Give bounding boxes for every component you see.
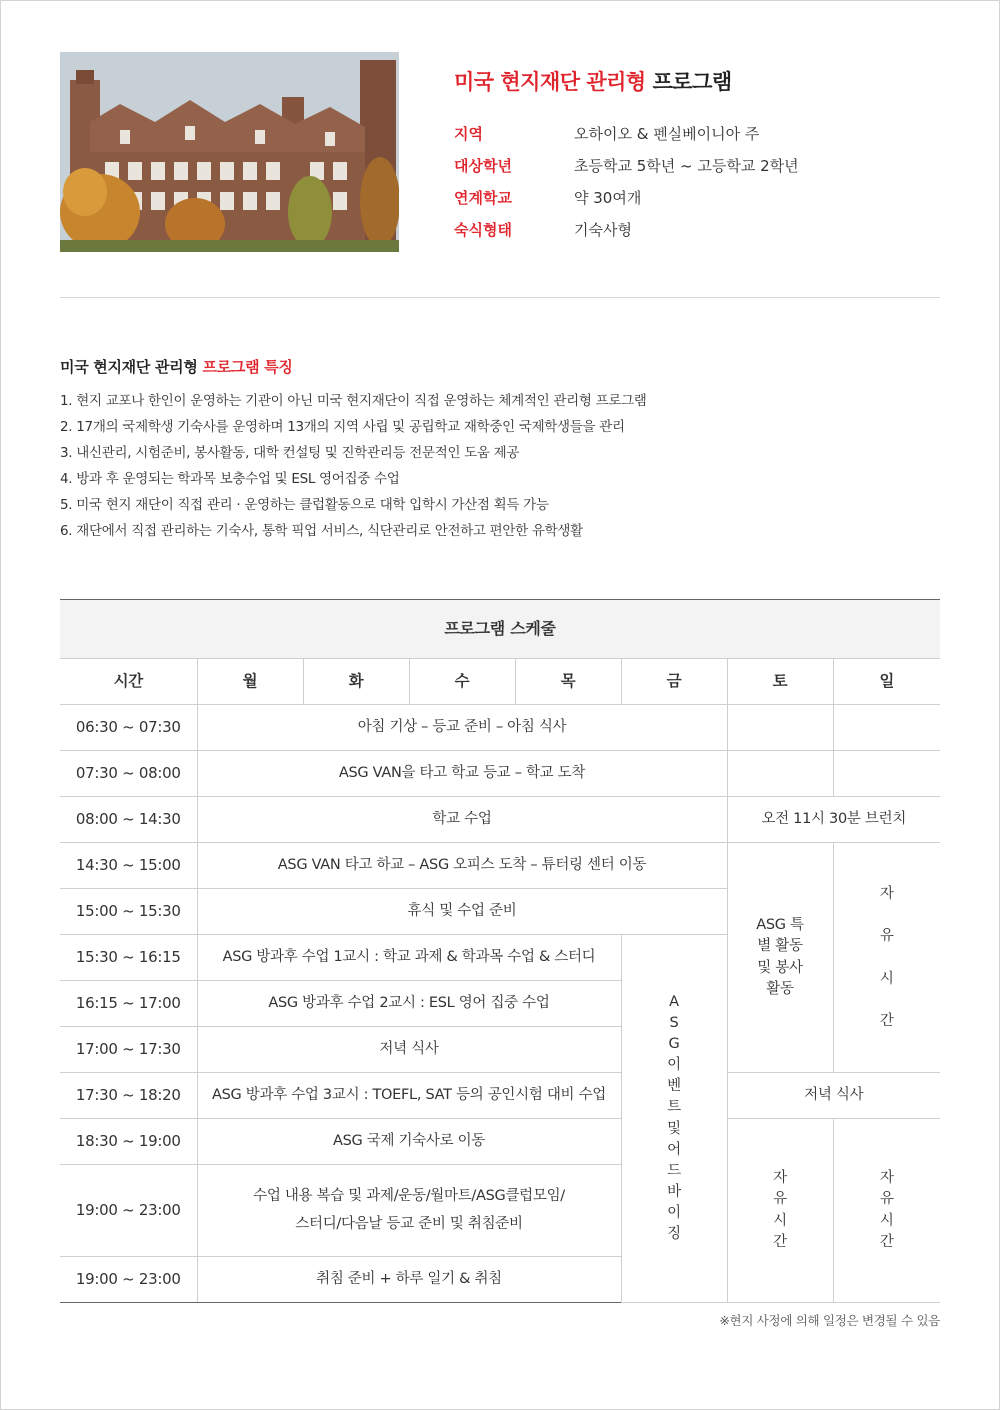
table-row xyxy=(60,843,940,889)
program-title xyxy=(454,66,732,96)
empty-cell xyxy=(833,751,940,797)
features-list xyxy=(60,388,647,544)
activity-cell: 학교 수업 xyxy=(197,797,727,843)
time-cell: 15:30 ~ 16:15 xyxy=(60,935,197,981)
feature-item: 4. 방과 후 운영되는 학과목 보충수업 및 ESL 영어집중 수업 xyxy=(60,471,400,487)
info-key: 지역 xyxy=(454,125,483,143)
time-cell: 17:00 ~ 17:30 xyxy=(60,1027,197,1073)
time-cell: 07:30 ~ 08:00 xyxy=(60,751,197,797)
asg-event-text: ASG이벤트 및 어드바이징 xyxy=(667,994,681,1242)
info-value: 기숙사형 xyxy=(574,221,632,239)
info-value: 약 30여개 xyxy=(574,189,642,207)
time-cell: 16:15 ~ 17:00 xyxy=(60,981,197,1027)
time-cell: 15:00 ~ 15:30 xyxy=(60,889,197,935)
info-row-region xyxy=(454,118,934,150)
empty-cell xyxy=(833,705,940,751)
review-line-1: 수업 내용 복습 및 과제/운동/월마트/ASG클럽모임/ xyxy=(253,1187,565,1204)
activity-cell xyxy=(727,843,833,1073)
schedule-note: ※현지 사정에 의해 일정은 변경될 수 있음 xyxy=(719,1313,940,1328)
feature-item: 5. 미국 현지 재단이 직접 관리 · 운영하는 클럽활동으로 대학 입학시 가산점 획득 가능 xyxy=(60,497,549,513)
header-thu: 목 xyxy=(515,659,621,705)
program-info xyxy=(454,118,934,246)
info-row-grade xyxy=(454,150,934,182)
activity-cell xyxy=(833,843,940,1073)
section-divider xyxy=(60,297,940,298)
activity-cell: ASG VAN 타고 하교 – ASG 오피스 도착 – 튜터링 센터 이동 xyxy=(197,843,727,889)
sunday-free-text: 자유시간 xyxy=(879,886,894,1029)
info-row-housing xyxy=(454,214,934,246)
feature-item: 2. 17개의 국제학생 기숙사를 운영하며 13개의 지역 사립 및 공립학교 재학중인 국제학생들을 관리 xyxy=(60,419,625,435)
table-row xyxy=(60,705,940,751)
review-line-2: 스터디/다음날 등교 준비 및 취침준비 xyxy=(295,1215,523,1232)
saturday-free-text: 자유시간 xyxy=(773,1170,787,1250)
feature-item: 6. 재단에서 직접 관리하는 기숙사, 통학 픽업 서비스, 식단관리로 안전하고 편안한 유학생활 xyxy=(60,523,583,539)
schedule-title-row xyxy=(60,600,940,659)
activity-cell: 아침 기상 – 등교 준비 – 아침 식사 xyxy=(197,705,727,751)
program-title-red: 미국 현지재단 관리형 xyxy=(454,70,646,94)
header-mon: 월 xyxy=(197,659,303,705)
activity-cell: 저녁 식사 xyxy=(197,1027,621,1073)
header-sat: 토 xyxy=(727,659,833,705)
program-title-black: 프로그램 xyxy=(652,70,732,94)
header-tue: 화 xyxy=(303,659,409,705)
schedule-header-row xyxy=(60,659,940,705)
feature-item: 3. 내신관리, 시험준비, 봉사활동, 대학 컨설팅 및 진학관리등 전문적인 도움 제공 xyxy=(60,445,520,461)
schedule-table xyxy=(60,599,940,1303)
table-row xyxy=(60,751,940,797)
activity-cell xyxy=(727,1119,833,1303)
time-cell: 14:30 ~ 15:00 xyxy=(60,843,197,889)
activity-cell: 저녁 식사 xyxy=(727,1073,940,1119)
header-time: 시간 xyxy=(60,659,197,705)
info-value: 오하이오 & 펜실베이니아 주 xyxy=(574,125,760,143)
activity-cell: ASG VAN을 타고 학교 등교 – 학교 도착 xyxy=(197,751,727,797)
sunday-evening-free-text: 자유시간 xyxy=(879,1170,894,1250)
header-fri: 금 xyxy=(621,659,727,705)
time-cell: 08:00 ~ 14:30 xyxy=(60,797,197,843)
info-value: 초등학교 5학년 ~ 고등학교 2학년 xyxy=(574,157,799,175)
features-title xyxy=(60,356,293,377)
time-cell: 18:30 ~ 19:00 xyxy=(60,1119,197,1165)
activity-cell: 휴식 및 수업 준비 xyxy=(197,889,727,935)
empty-cell xyxy=(727,751,833,797)
empty-cell xyxy=(727,705,833,751)
table-row xyxy=(60,1119,940,1165)
header-wed: 수 xyxy=(409,659,515,705)
info-key: 숙식형태 xyxy=(454,221,512,239)
features-title-black: 미국 현지재단 관리형 xyxy=(60,358,198,376)
activity-cell: ASG 국제 기숙사로 이동 xyxy=(197,1119,621,1165)
feature-item: 1. 현지 교포나 한인이 운영하는 기관이 아닌 미국 현지재단이 직접 운영하는 체계적인 관리형 프로그램 xyxy=(60,393,647,409)
weekend-activity-text: ASG 특별 활동 및 봉사 활동 xyxy=(756,917,804,997)
time-cell: 19:00 ~ 23:00 xyxy=(60,1257,197,1303)
time-cell: 19:00 ~ 23:00 xyxy=(60,1165,197,1257)
campus-photo xyxy=(60,52,399,252)
activity-cell xyxy=(621,935,727,1303)
activity-cell: ASG 방과후 수업 3교시 : TOEFL, SAT 등의 공인시험 대비 수업 xyxy=(197,1073,621,1119)
info-row-schools xyxy=(454,182,934,214)
info-key: 대상학년 xyxy=(454,157,512,175)
features-title-red: 프로그램 특징 xyxy=(202,358,293,376)
activity-cell: 취침 준비 + 하루 일기 & 취침 xyxy=(197,1257,621,1303)
activity-cell xyxy=(197,1165,621,1257)
table-row xyxy=(60,1073,940,1119)
activity-cell: ASG 방과후 수업 2교시 : ESL 영어 집중 수업 xyxy=(197,981,621,1027)
time-cell: 17:30 ~ 18:20 xyxy=(60,1073,197,1119)
activity-cell: ASG 방과후 수업 1교시 : 학교 과제 & 학과목 수업 & 스터디 xyxy=(197,935,621,981)
time-cell: 06:30 ~ 07:30 xyxy=(60,705,197,751)
table-row xyxy=(60,797,940,843)
info-key: 연계학교 xyxy=(454,189,512,207)
header-sun: 일 xyxy=(833,659,940,705)
activity-cell: 오전 11시 30분 브런치 xyxy=(727,797,940,843)
activity-cell xyxy=(833,1119,940,1303)
schedule-title: 프로그램 스케줄 xyxy=(60,600,940,659)
